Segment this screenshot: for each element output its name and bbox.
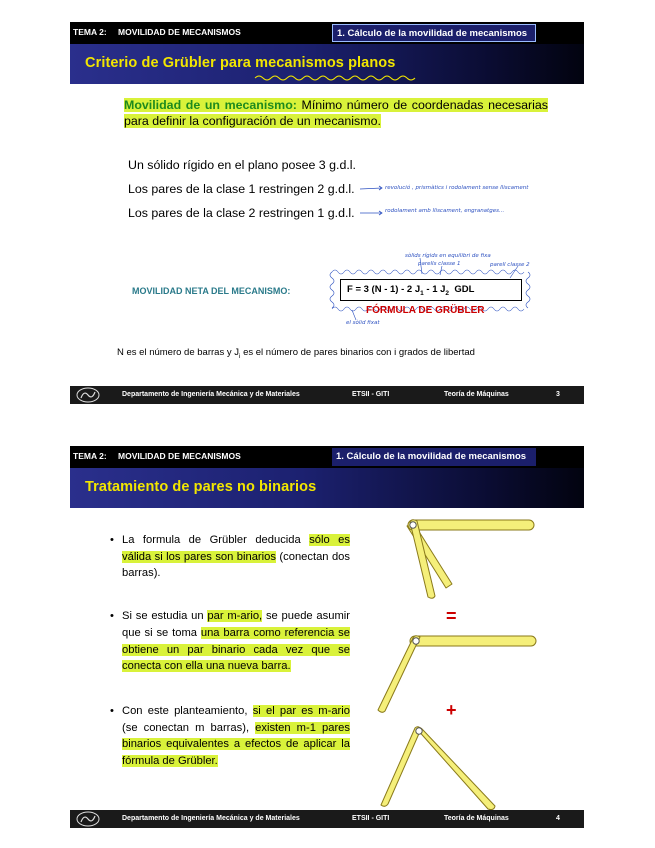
footer-bar xyxy=(70,386,584,404)
page-number: 3 xyxy=(556,391,560,398)
note-class1: revolució , prismàtics i rodolament sense lliscament xyxy=(385,185,529,191)
bar-middle-horizontal xyxy=(410,636,536,646)
joint-middle xyxy=(413,638,419,644)
section-title: 1. Cálculo de la movilidad de mecanismos xyxy=(332,448,536,466)
formula-part1: F = 3 (N - 1) - 2 J xyxy=(347,284,421,295)
net-mobility-label: MOVILIDAD NETA DEL MECANISMO: xyxy=(132,286,291,296)
definition-colon: : xyxy=(292,98,297,112)
rigid-body-line: Un sólido rígido en el plano posee 3 g.d.l. xyxy=(128,158,357,172)
section-title: 1. Cálculo de la movilidad de mecanismos xyxy=(332,24,536,42)
bar-top-horizontal xyxy=(408,520,534,530)
note-pairs-class1: parells classe 1 xyxy=(418,261,461,267)
page-number: 4 xyxy=(556,815,560,822)
equals-sign: = xyxy=(446,606,457,626)
grubler-formula xyxy=(340,279,522,301)
formula-sub2: 2 xyxy=(445,289,450,297)
note-fixed-body: el sòlid fixat xyxy=(346,320,380,326)
slide-title: Criterio de Grübler para mecanismos planos xyxy=(85,55,396,71)
tema-label: TEMA 2: xyxy=(73,27,107,37)
footer-department: Departamento de Ingeniería Mecánica y de Materiales xyxy=(122,815,300,822)
class2-pairs-line: Los pares de la clase 2 restringen 1 g.d.l. xyxy=(128,206,355,220)
bullet1-c: (conectan dos barras). xyxy=(122,550,350,580)
formula-name: FÓRMULA DE GRÜBLER xyxy=(366,305,485,316)
footer-subject: Teoría de Máquinas xyxy=(444,815,509,822)
bullet2-c: se puede asumir que si se toma xyxy=(122,610,350,639)
n-footnote xyxy=(117,347,475,360)
footer-school: ETSII - GITI xyxy=(352,391,390,398)
bullet3-c: (se conectan m barras), xyxy=(122,721,256,734)
plus-sign: + xyxy=(446,700,457,720)
footer-school: ETSII - GITI xyxy=(352,815,390,822)
n-footnote-sub: i xyxy=(238,352,241,360)
bullet3-highlight1: si el par es m-ario xyxy=(252,704,350,717)
bullet3-a: Con este planteamiento, xyxy=(122,704,253,717)
n-footnote-part2: es el número de pares binarios con i grados de libertad xyxy=(240,347,475,358)
bullet1-a: La formula de Grübler deducida xyxy=(122,534,310,546)
footer-department: Departamento de Ingeniería Mecánica y de Materiales xyxy=(122,391,300,398)
bullet2-highlight1: par m-ario, xyxy=(207,610,263,623)
slide-title: Tratamiento de pares no binarios xyxy=(85,479,317,495)
bar-bottom-diagonal xyxy=(416,727,495,809)
tema-name: MOVILIDAD DE MECANISMOS xyxy=(118,27,241,37)
formula-sub1: 1 xyxy=(420,289,424,297)
tema-name: MOVILIDAD DE MECANISMOS xyxy=(118,451,241,461)
definition-term: Movilidad de un mecanismo xyxy=(124,98,293,112)
department-logo-icon xyxy=(76,811,100,827)
note-rigid-bodies: sòlids rígids en equilibri de fixa xyxy=(405,253,491,259)
class1-pairs-line: Los pares de la clase 1 restringen 2 g.d.l. xyxy=(128,182,355,196)
formula-part2: - 1 J xyxy=(423,284,446,295)
footer-subject: Teoría de Máquinas xyxy=(444,391,509,398)
joint-bottom xyxy=(416,728,422,734)
bullet3-highlight2: existen m-1 pares binarios equivalentes a efectos de aplicar la fórmula de Grübler. xyxy=(122,721,350,768)
bullet1-highlight: sólo es válida si los pares son binarios xyxy=(122,534,350,563)
n-footnote-part1: N es el número de barras y J xyxy=(117,347,239,358)
tema-label: TEMA 2: xyxy=(73,451,107,461)
bar-bottom-other xyxy=(381,727,421,807)
slide-3 xyxy=(70,22,584,408)
joint-top xyxy=(410,522,416,528)
note-class2: rodolament amb lliscament, engranatges... xyxy=(385,208,505,214)
department-logo-icon xyxy=(76,387,100,403)
footer-bar xyxy=(70,810,584,828)
formula-unit: GDL xyxy=(454,284,475,295)
note-pair-class2: parell classe 2 xyxy=(490,262,530,268)
bar-middle-diagonal xyxy=(378,636,420,713)
bullet2-a: Si se estudia un xyxy=(122,610,208,623)
definition-text: Mínimo número de coordenadas necesarias para definir la configuración de un mecanismo. xyxy=(124,98,548,128)
slide-4 xyxy=(70,446,584,832)
bars-diagram xyxy=(70,446,584,832)
bullet2-highlight2: una barra como referencia se obtiene un par binario cada vez que se conecta con ella una nueva barra. xyxy=(122,626,350,673)
